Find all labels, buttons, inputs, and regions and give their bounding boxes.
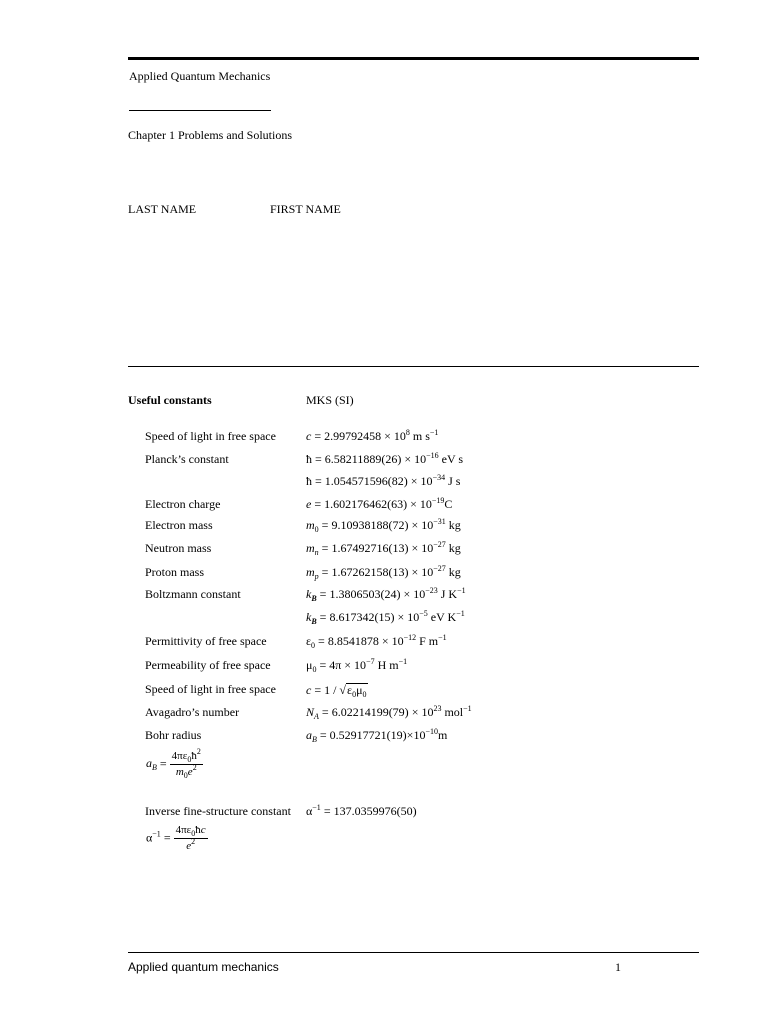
value-alpha-inv: $\alpha^{-1} = 137.0359976(50)$ <box>306 803 417 818</box>
footer-text: Applied quantum mechanics <box>128 960 279 974</box>
value-hbar-ev: ħ = $6.58211889(26) \times 10^{-16}$ eV s <box>306 451 464 466</box>
constant-label: Permeability of free space <box>145 658 271 672</box>
page-number: 1 <box>615 960 621 974</box>
constant-label: Speed of light in free space <box>145 682 276 696</box>
value-mp: $m_p = 1.67262158(13) \times 10^{-27}$ kg <box>306 564 461 581</box>
constant-label: Inverse fine-structure constant <box>145 804 291 818</box>
constant-label: Electron mass <box>145 518 213 532</box>
value-kb-jk: $k_B = 1.3806503(24) \times 10^{-23}$ J $K^{-1}$ <box>306 586 466 603</box>
constant-label: Avagadro’s number <box>145 705 240 719</box>
constant-label: Planck’s constant <box>145 452 229 466</box>
constant-label: Speed of light in free space <box>145 429 276 443</box>
units-label: MKS (SI) <box>306 393 354 407</box>
value-c-formula: $c = 1 / √\varepsilon_0\mu_0$ <box>306 683 367 699</box>
constant-label: Bohr radius <box>145 728 202 742</box>
value-na: $N_A = 6.02214199(79) \times 10^{23}$ mol$^{-1}$ <box>306 704 472 721</box>
value-m0: $m_0 = 9.10938188(72) \times 10^{-31}$ kg <box>306 517 461 534</box>
value-mu0: $\mu_0 = 4\pi \times 10^{-7}$ H $m^{-1}$ <box>306 657 408 674</box>
value-mn: $m_n = 1.67492716(13) \times 10^{-27}$ kg <box>306 540 461 557</box>
bohr-radius-formula: $a_B$ = $\frac{4\pi\varepsilon_0ħ^2}{m_0e^2}$ <box>146 747 201 780</box>
book-title: Applied Quantum Mechanics <box>129 69 271 83</box>
last-name-label: LAST NAME <box>128 202 197 216</box>
chapter-title: Chapter 1 Problems and Solutions <box>128 128 292 142</box>
constant-label: Neutron mass <box>145 541 212 555</box>
first-name-label: FIRST NAME <box>270 202 341 216</box>
value-kb-ev: $k_B = 8.617342(15) \times 10^{-5}$ eV $K^{-1}$ <box>306 609 465 626</box>
fine-structure-formula: $\alpha^{-1}$ = $\frac{4\pi\varepsilon_0ħc}{e^2}$ <box>146 824 206 852</box>
value-ab: $a_B = 0.52917721(19)\times 10^{-10}m$ <box>306 727 448 744</box>
underline-blank <box>129 110 271 111</box>
footer-rule <box>128 952 699 953</box>
top-rule <box>128 57 699 60</box>
value-hbar-js: ħ = $1.054571596(82) \times 10^{-34}$ J s <box>306 473 461 488</box>
value-eps0: $\varepsilon_0 = 8.8541878 \times 10^{-12}$ F $m^{-1}$ <box>306 633 447 650</box>
constants-heading: Useful constants <box>128 393 212 407</box>
constant-label: Proton mass <box>145 565 205 579</box>
constant-label: Electron charge <box>145 497 221 511</box>
constant-label: Permittivity of free space <box>145 634 267 648</box>
value-e: $e = 1.602176462(63) \times 10^{-19}C$ <box>306 496 453 511</box>
section-rule <box>128 366 699 367</box>
value-c: $c = 2.99792458 \times 10^8$ m $s^{-1}$ <box>306 428 439 443</box>
constant-label: Boltzmann constant <box>145 587 241 601</box>
